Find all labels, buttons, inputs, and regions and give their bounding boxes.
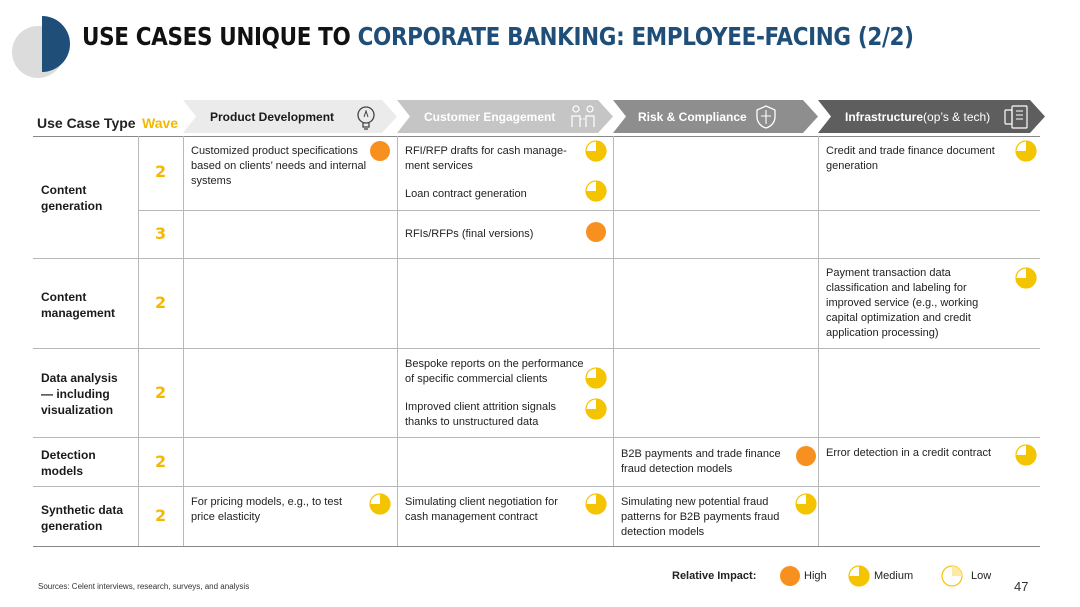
people-icon bbox=[569, 105, 597, 129]
row-divider bbox=[33, 258, 1040, 259]
column-customer-engagement-label: Customer Engagement bbox=[424, 109, 556, 124]
use-case-text: For pricing models, e.g., to test price elasticity bbox=[191, 496, 343, 523]
use-case-text: Simulating new potential fraud patterns for B2B payments fraud detection models bbox=[621, 496, 780, 538]
row-label-content-generation: Content generation bbox=[41, 183, 103, 213]
title-part1: USE CASES UNIQUE TO bbox=[82, 22, 358, 51]
row-divider bbox=[33, 348, 1040, 349]
wave-header: Wave bbox=[142, 115, 179, 131]
legend-high-label: High bbox=[804, 570, 827, 582]
use-case-text: B2B payments and trade finance fraud detection models bbox=[621, 448, 781, 475]
row-divider bbox=[33, 437, 1040, 438]
wave-number: 3 bbox=[155, 224, 167, 243]
column-divider bbox=[613, 136, 614, 546]
header-divider bbox=[33, 136, 1040, 137]
column-divider bbox=[138, 136, 139, 546]
use-case-text: Credit and trade finance document generation bbox=[826, 145, 995, 172]
column-risk-compliance-label: Risk & Compliance bbox=[638, 109, 747, 124]
impact-high-icon bbox=[369, 140, 391, 162]
row-label-data-analysis: Data analysis — including visualization bbox=[41, 371, 118, 417]
impact-medium-icon bbox=[585, 398, 607, 420]
sources-note: Sources: Celent interviews, research, surveys, and analysis bbox=[38, 582, 250, 591]
use-case-text: Improved client attrition signals thanks to unstructured data bbox=[405, 401, 557, 428]
legend-title: Relative Impact: bbox=[672, 570, 757, 582]
impact-medium-icon bbox=[1015, 267, 1037, 289]
column-infrastructure-label: Infrastructure bbox=[845, 109, 924, 124]
use-case-text: RFIs/RFPs (final versions) bbox=[405, 228, 534, 240]
use-case-text: Payment transaction data classification and labeling for improved service (e.g., working capital optimization and credit application processing) bbox=[826, 267, 979, 339]
impact-medium-icon bbox=[585, 180, 607, 202]
legend-medium-label: Medium bbox=[874, 570, 914, 582]
table-bottom-border bbox=[33, 546, 1040, 547]
wave-number: 2 bbox=[155, 452, 167, 471]
impact-medium-icon bbox=[1015, 140, 1037, 162]
row-label-synthetic-data: Synthetic data generation bbox=[41, 503, 124, 533]
column-product-development-label: Product Development bbox=[210, 109, 335, 124]
lightbulb-icon bbox=[355, 105, 377, 131]
use-case-text: RFI/RFP drafts for cash manage-ment services bbox=[405, 145, 567, 172]
use-case-text: Bespoke reports on the performance of specific commercial clients bbox=[405, 358, 584, 385]
row-divider bbox=[138, 210, 1040, 211]
use-case-text: Customized product specifications based on clients’ needs and internal systems bbox=[191, 145, 367, 187]
use-case-type-header: Use Case Type bbox=[37, 115, 136, 131]
legend-high-icon bbox=[779, 565, 801, 587]
wave-number: 2 bbox=[155, 162, 167, 181]
wave-number: 2 bbox=[155, 506, 167, 525]
devices-icon bbox=[1003, 104, 1029, 130]
column-divider bbox=[183, 136, 184, 546]
use-case-text: Error detection in a credit contract bbox=[826, 447, 992, 459]
use-case-text: Loan contract generation bbox=[405, 188, 527, 200]
impact-medium-icon bbox=[369, 493, 391, 515]
impact-high-icon bbox=[585, 221, 607, 243]
impact-medium-icon bbox=[585, 493, 607, 515]
row-label-detection-models: Detection models bbox=[41, 448, 96, 478]
legend-low-label: Low bbox=[971, 570, 992, 582]
impact-medium-icon bbox=[585, 140, 607, 162]
impact-medium-icon bbox=[1015, 444, 1037, 466]
column-divider bbox=[397, 136, 398, 546]
legend-medium-icon bbox=[848, 565, 870, 587]
column-infrastructure-sub: (op’s & tech) bbox=[923, 109, 991, 124]
impact-medium-icon bbox=[795, 493, 817, 515]
legend-low-icon bbox=[941, 565, 963, 587]
row-label-content-management: Content management bbox=[41, 290, 116, 320]
wave-number: 2 bbox=[155, 383, 167, 402]
column-infrastructure bbox=[821, 100, 1031, 133]
page-number: 47 bbox=[1014, 579, 1029, 594]
row-divider bbox=[33, 486, 1040, 487]
wave-number: 2 bbox=[155, 293, 167, 312]
title-part2: CORPORATE BANKING: EMPLOYEE-FACING (2/2) bbox=[357, 22, 914, 51]
shield-icon bbox=[754, 104, 778, 130]
use-case-text: Simulating client negotiation for cash management contract bbox=[405, 496, 558, 523]
impact-high-icon bbox=[795, 445, 817, 467]
impact-medium-icon bbox=[585, 367, 607, 389]
column-divider bbox=[818, 136, 819, 546]
